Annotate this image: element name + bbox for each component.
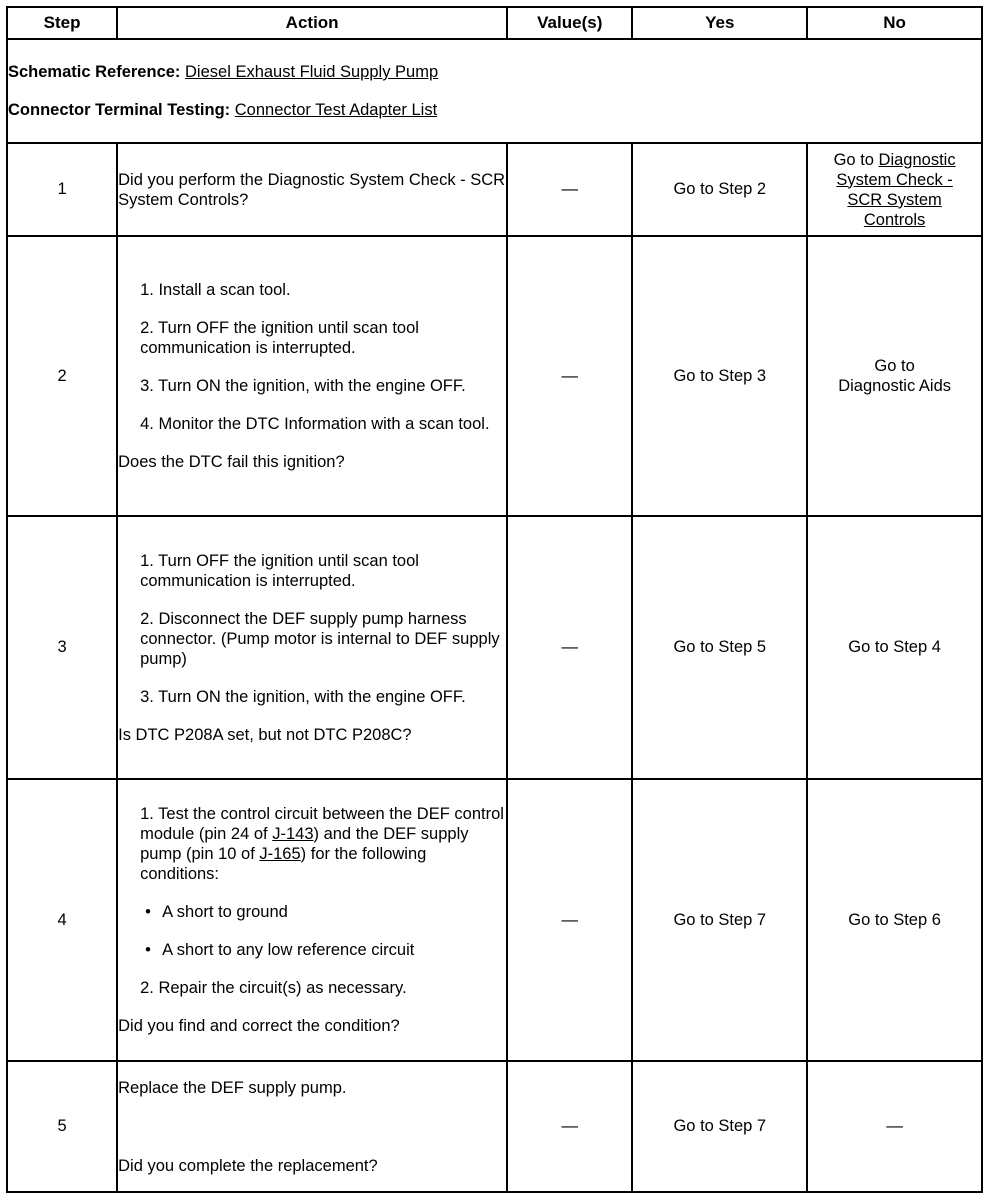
header-yes: Yes [632,7,807,39]
action-question: Did you find and correct the condition? [118,1017,400,1035]
list-item: 3. Turn ON the ignition, with the engine OFF. [140,687,466,706]
table-row [7,516,982,779]
instruction-list [118,551,506,707]
table-row [7,236,982,516]
no-prefix: Go to [833,150,874,169]
bullet-text: A short to ground [162,903,288,921]
action-question: Did you complete the replacement? [118,1156,378,1175]
item-text: ) for the following conditions: [140,845,427,883]
instruction-list [118,280,506,434]
condition-list [118,902,506,960]
action-cell [117,779,507,1061]
step-number: 3 [7,516,117,779]
yes-cell: Go to Step 3 [632,236,807,516]
list-item: 2. Turn OFF the ignition until scan tool communication is interrupted. [140,319,419,357]
yes-cell: Go to Step 7 [632,1061,807,1192]
connector-testing-reference [8,100,981,120]
instruction-list [118,804,506,884]
reference-row [7,39,982,143]
value-cell: — [507,236,632,516]
header-step: Step [7,7,117,39]
yes-cell: Go to Step 7 [632,779,807,1061]
reference-cell [7,39,982,143]
no-cell [807,143,982,236]
no-cell: Go to Step 6 [807,779,982,1061]
item-text: 1. Test the control circuit between the DEF control module (pin 24 of [140,805,504,843]
no-cell: Go to Step 4 [807,516,982,779]
step-number: 4 [7,779,117,1061]
connector-j143-link[interactable]: J-143 [272,825,314,843]
header-action: Action [117,7,507,39]
schematic-reference-label: Schematic Reference: [8,63,181,81]
diagnostic-system-check-link[interactable]: Diagnostic System Check - SCR System Controls [836,150,956,229]
list-item: 2. Repair the circuit(s) as necessary. [140,979,407,997]
value-cell: — [507,143,632,236]
list-item [118,804,506,884]
item-text: ) and the DEF supply pump (pin 10 of [140,825,469,863]
list-item [118,902,506,922]
no-text: Go to Diagnostic Aids [838,357,951,395]
list-item: 1. Turn OFF the ignition until scan tool communication is interrupted. [140,551,419,590]
connector-j165-link[interactable]: J-165 [259,845,301,863]
step-number: 2 [7,236,117,516]
list-item: 4. Monitor the DTC Information with a scan tool. [140,415,490,433]
header-values: Value(s) [507,7,632,39]
action-cell [117,236,507,516]
yes-cell: Go to Step 2 [632,143,807,236]
table-row [7,143,982,236]
action-question: Does the DTC fail this ignition? [118,453,345,471]
action-question: Did you perform the Diagnostic System Check - SCR System Controls? [118,170,506,209]
connector-testing-label: Connector Terminal Testing: [8,101,231,119]
bullet-text: A short to any low reference circuit [162,941,415,959]
diagnostic-table [6,6,983,1193]
header-no: No [807,7,982,39]
step-number: 5 [7,1061,117,1192]
step-number: 1 [7,143,117,236]
action-question: Is DTC P208A set, but not DTC P208C? [118,725,412,744]
connector-testing-link[interactable]: Connector Test Adapter List [234,101,438,119]
bullet-icon: • [145,903,151,921]
action-instruction: Replace the DEF supply pump. [118,1078,347,1097]
list-item: 1. Install a scan tool. [140,281,291,299]
value-cell: — [507,779,632,1061]
header-row [7,7,982,39]
action-cell [117,143,507,236]
list-item: 3. Turn ON the ignition, with the engine OFF. [140,377,466,395]
action-cell [117,516,507,779]
table-row [7,779,982,1061]
no-cell: — [807,1061,982,1192]
no-cell [807,236,982,516]
table-row [7,1061,982,1192]
schematic-reference-link[interactable]: Diesel Exhaust Fluid Supply Pump [185,63,439,81]
instruction-list-continued [118,978,506,998]
value-cell: — [507,516,632,779]
list-item [118,940,506,960]
bullet-icon: • [145,941,151,959]
value-cell: — [507,1061,632,1192]
action-cell [117,1061,507,1192]
schematic-reference [8,62,981,82]
yes-cell: Go to Step 5 [632,516,807,779]
list-item: 2. Disconnect the DEF supply pump harness connector. (Pump motor is internal to DEF supply pump) [140,609,500,668]
